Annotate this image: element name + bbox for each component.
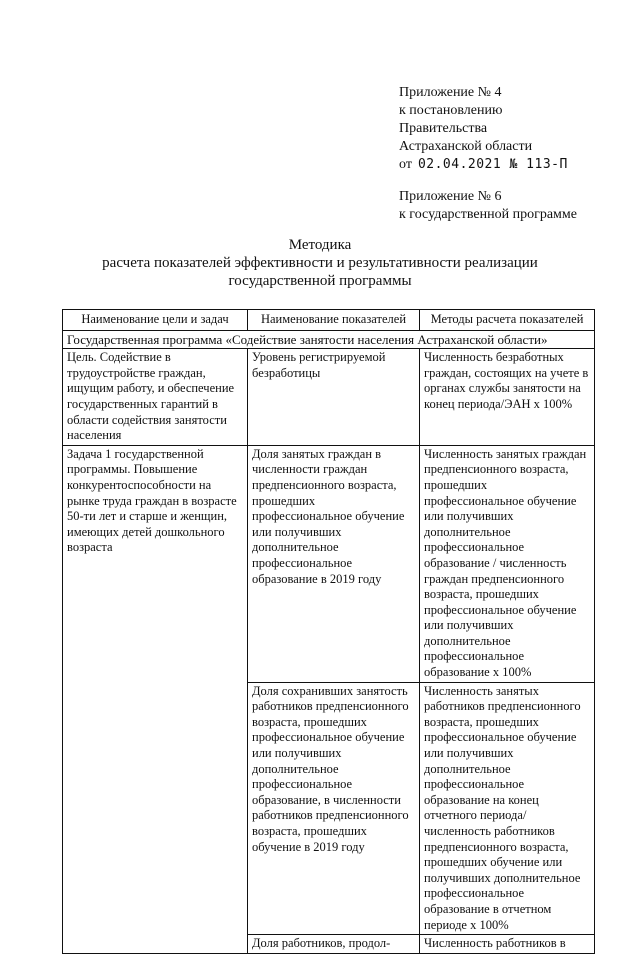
header-line-1: Приложение № 4: [399, 85, 502, 100]
goal-method: Численность безработных граждан, состоящих на учете в органах службы занятости на конец периода/ЭАН х 100%: [420, 349, 595, 446]
header-methods: Методы расчета показателей: [420, 310, 595, 331]
title-line-2: расчета показателей эффективности и результативности реализации: [102, 255, 538, 271]
header-line-2: к постановлению: [399, 103, 503, 118]
goal-indicator: Уровень регистрируемой безработицы: [248, 349, 420, 446]
date-handwritten: 02.04.2021 № 113-П: [417, 157, 568, 172]
task1-method-1: Численность занятых граждан предпенсионного возраста, прошедших профессиональное обучение или получивших дополнительное профессиональное образование / численность граждан предпенсионного возраста, прошедших профессиональное обучение или получивших дополнительное профессиональное образование х 100%: [420, 445, 595, 682]
program-annex-header: [399, 188, 577, 224]
task1-method-3: Численность работников в: [420, 935, 595, 954]
document-title: [0, 236, 640, 290]
task1-indicator-1: Доля занятых граждан в численности граждан предпенсионного возраста, прошедших профессиональное обучение или получивших дополнительное профессиональное образование в 2019 году: [248, 445, 420, 682]
table-row: [63, 349, 595, 446]
header-date-line: [399, 156, 568, 174]
date-prefix: от: [399, 157, 412, 172]
header-line-4: Астраханской области: [399, 139, 533, 154]
annex-line-2: к государственной программе: [399, 207, 577, 222]
header-indicators: Наименование показателей: [248, 310, 420, 331]
task1-method-2: Численность занятых работников предпенсионного возраста, прошедших профессиональное обучение или получивших дополнительное профессиональное образование на конец отчетного периода/численность работников предпенсионного возраста, прошедших обучение или получивших дополнительное профессиональное образование в отчетном периоде х 100%: [420, 682, 595, 935]
header-goals: Наименование цели и задач: [63, 310, 248, 331]
table-row: [63, 445, 595, 682]
goal-name: Цель. Содействие в трудоустройстве граждан, ищущим работу, и обеспечение государственных гарантий в области содействия занятости населения: [63, 349, 248, 446]
task1-name: Задача 1 государственной программы. Повышение конкурентоспособности на рынке труда граждан в возрасте 50-ти лет и старше и женщин, имеющих детей дошкольного возраста: [63, 445, 248, 953]
title-line-1: Методика: [288, 237, 352, 253]
program-name: Государственная программа «Содействие занятости населения Астраханской области»: [63, 330, 595, 349]
program-row: [63, 330, 595, 349]
header-line-3: Правительства: [399, 121, 488, 136]
approval-header: [399, 84, 568, 174]
table-header-row: [63, 310, 595, 331]
methodology-table: [62, 309, 595, 954]
annex-line-1: Приложение № 6: [399, 189, 502, 204]
task1-indicator-2: Доля сохранивших занятость работников предпенсионного возраста, прошедших профессиональное обучение или получивших дополнительное профессиональное образование, в численности работников предпенсионного возраста, прошедших обучение в 2019 году: [248, 682, 420, 935]
task1-indicator-3: Доля работников, продол-: [248, 935, 420, 954]
title-line-3: государственной программы: [228, 273, 412, 289]
